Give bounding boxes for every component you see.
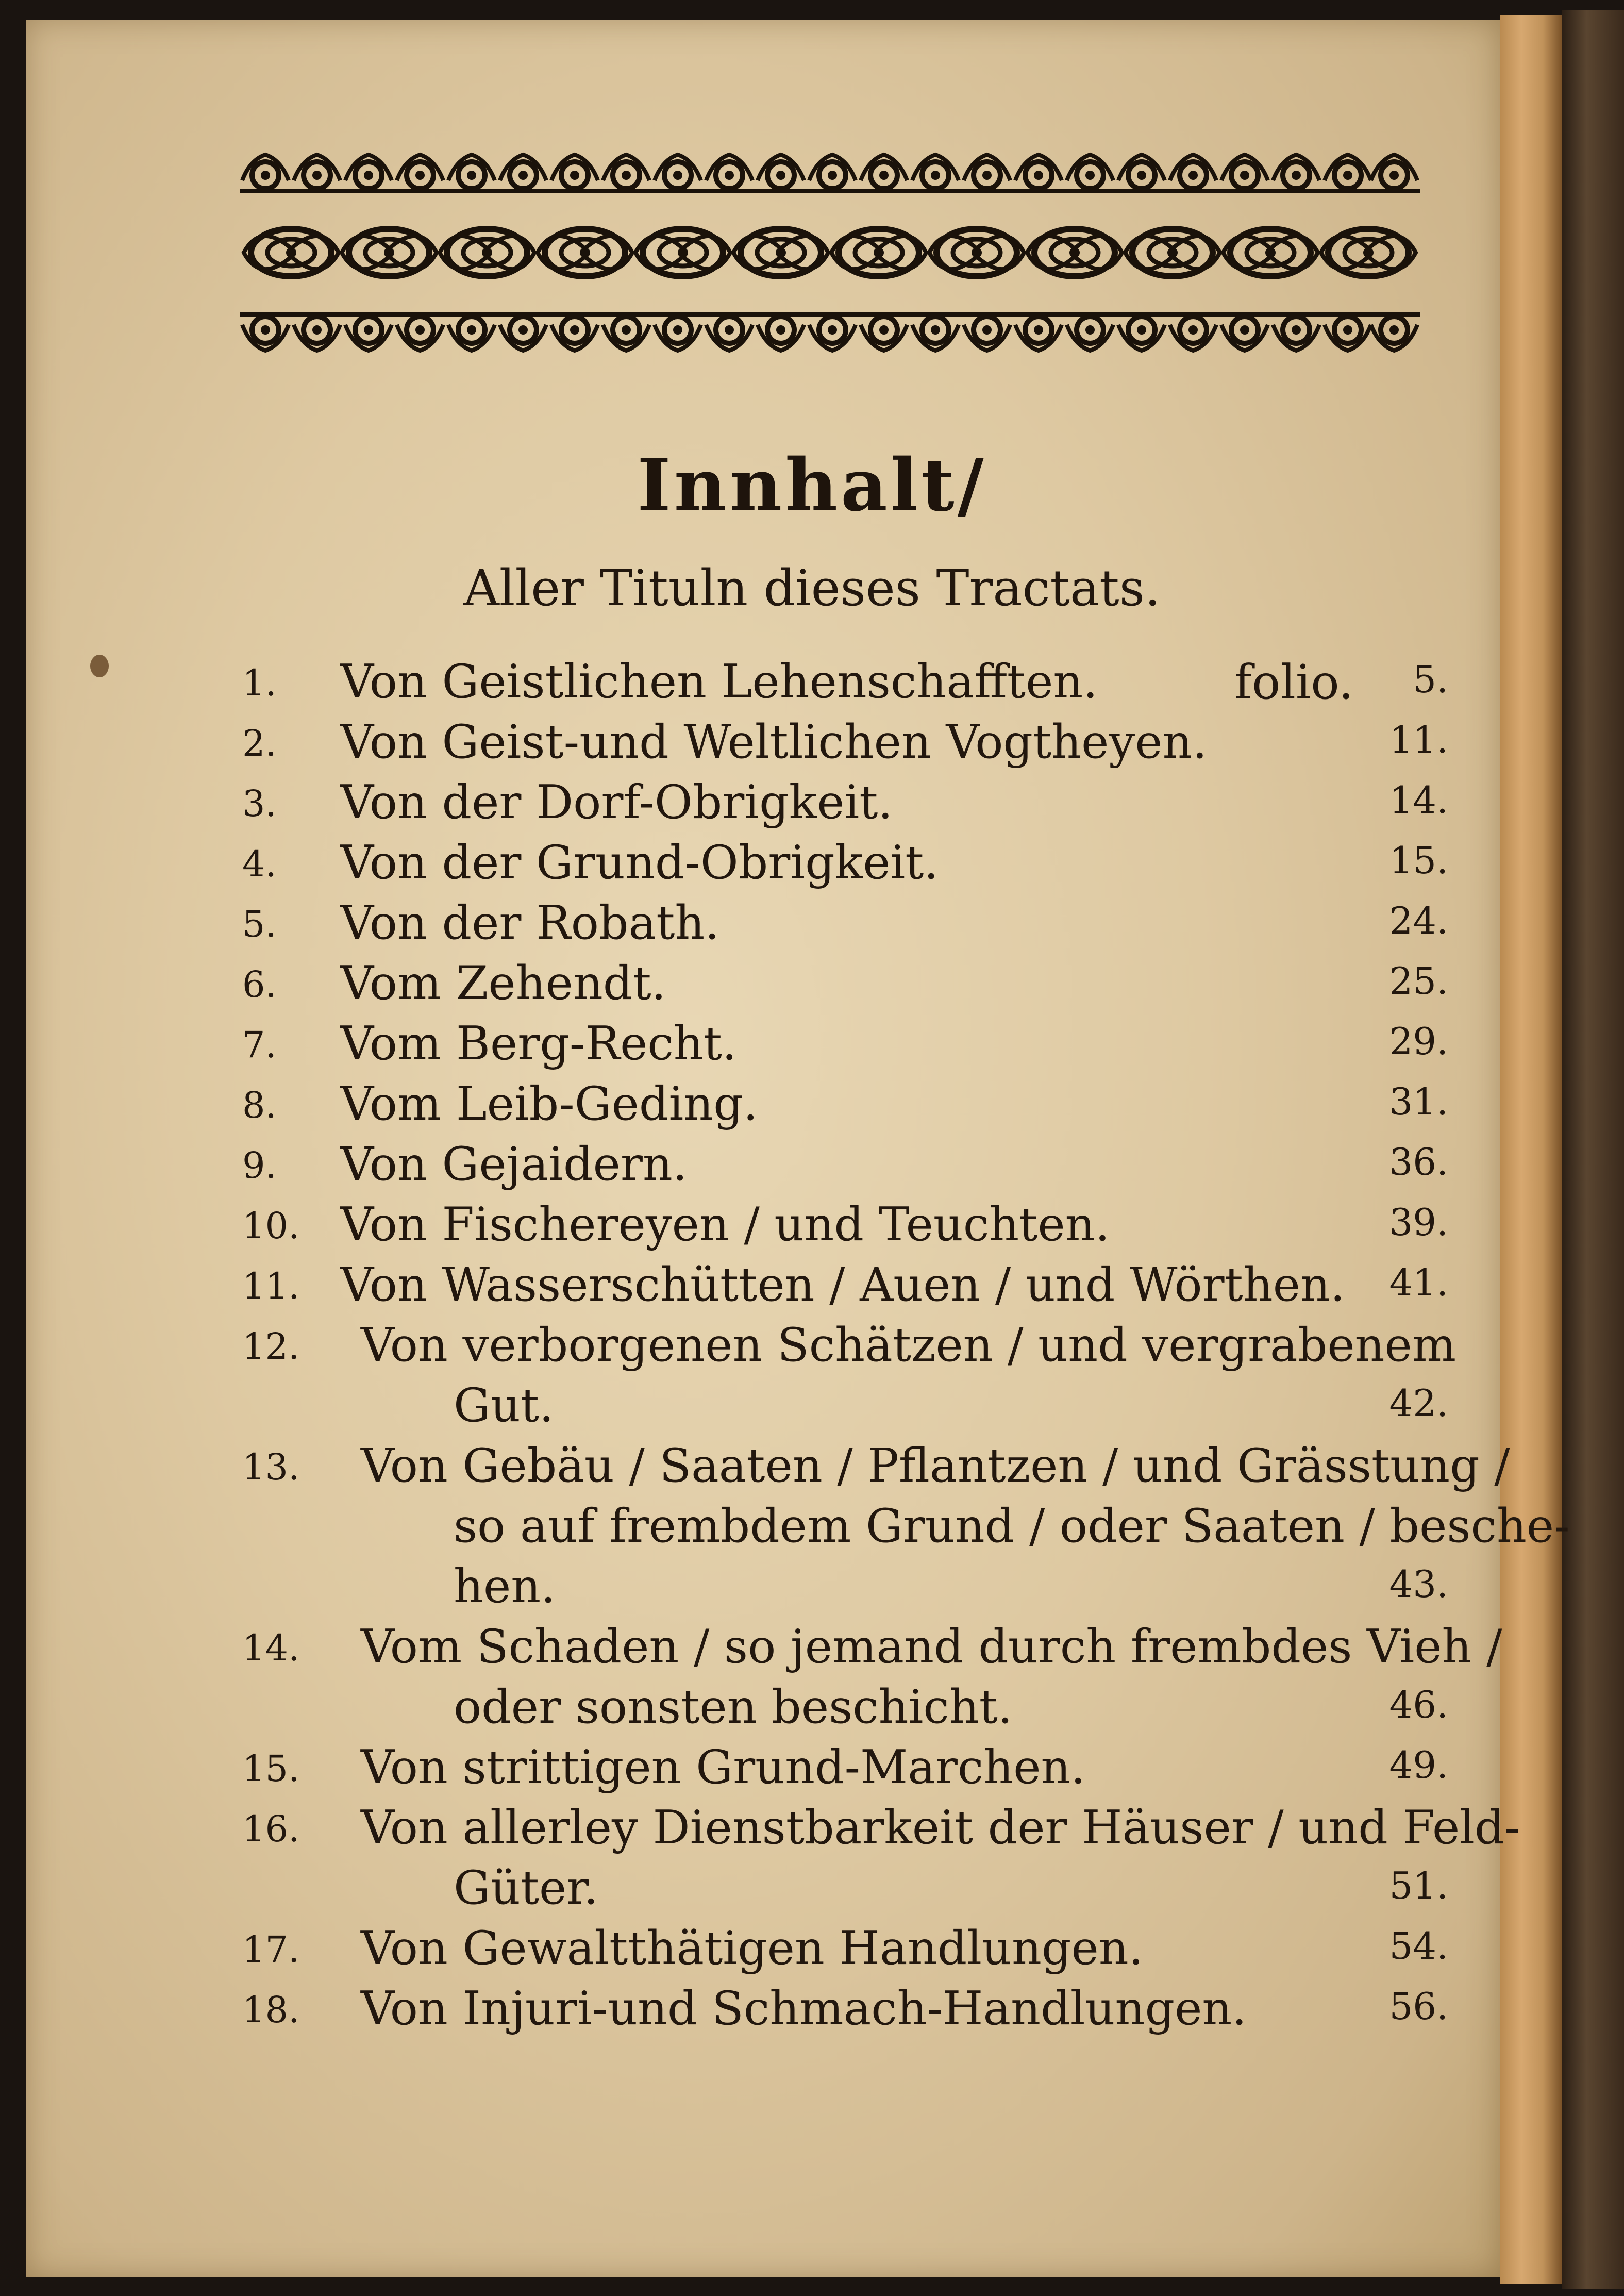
ornament-middle-row [244,229,1416,276]
toc-entry-title: Von verborgenen Schätzen / und vergrabenem [361,1318,1456,1372]
toc-entry-number: 18. [242,1989,300,2031]
toc-entry-continuation: Güter. [454,1861,599,1915]
page-subtitle: Aller Tituln dieses Tractats. [463,559,1161,617]
folio-label: folio. [1234,655,1354,710]
toc-entry-title: Vom Leib-Geding. [340,1077,758,1131]
toc-entry-page: 51. [1389,1864,1448,1907]
toc-entry-page: 39. [1389,1201,1448,1244]
toc-entry-page: 15. [1389,839,1448,882]
toc-entry-number: 13. [242,1446,300,1488]
toc-entry-number: 11. [242,1265,300,1307]
toc-entry-page: 54. [1389,1924,1448,1968]
toc-entry-page: 41. [1389,1261,1448,1304]
page-title: Innhalt/ [637,443,987,528]
toc-entry-page: 11. [1389,718,1448,761]
toc-entry-page: 36. [1389,1140,1448,1184]
toc-entry-number: 4. [242,843,277,885]
toc-entry-number: 9. [242,1144,277,1187]
toc-entry-number: 5. [242,903,277,945]
toc-entry-page: 42. [1389,1382,1448,1425]
toc-entry-page: 24. [1389,899,1448,942]
book-edge [1562,10,1624,2289]
toc-entry-title: Von Geist-und Weltlichen Vogtheyen. [340,715,1208,769]
toc-entry-number: 10. [242,1205,300,1247]
toc-entry-continuation: oder sonsten beschicht. [454,1680,1013,1734]
ornamental-border [240,139,1420,366]
ornament-bottom-row [240,314,1420,351]
toc-entry-number: 16. [242,1808,300,1850]
toc-entry-title: Von Gejaidern. [340,1137,688,1191]
toc-entry-page: 43. [1389,1562,1448,1606]
toc-entry-number: 3. [242,783,277,825]
toc-entry-title: Von Fischereyen / und Teuchten. [340,1197,1110,1252]
toc-entry-title: Von Gebäu / Saaten / Pflantzen / und Grässtung / [361,1439,1510,1493]
toc-entry-page: 49. [1389,1743,1448,1787]
toc-entry-number: 12. [242,1325,300,1368]
toc-entry-number: 6. [242,963,277,1006]
toc-entry-title: Von Geistlichen Lehenschafften. [340,655,1098,709]
toc-entry-number: 14. [242,1627,300,1669]
toc-entry-page: 25. [1389,959,1448,1003]
toc-entry-continuation: hen. [454,1559,556,1613]
toc-entry-page: 56. [1389,1985,1448,2028]
toc-entry-page: 31. [1389,1080,1448,1123]
toc-entry-title: Vom Zehendt. [340,956,666,1010]
book-spine [1500,15,1562,2284]
toc-entry-page: 46. [1389,1683,1448,1726]
toc-entry-title: Von Injuri-und Schmach-Handlungen. [361,1982,1247,2036]
toc-entry-title: Von strittigen Grund-Marchen. [361,1740,1086,1794]
toc-entry-title: Von allerley Dienstbarkeit der Häuser / und Feld- [361,1801,1520,1855]
toc-entry-page: 5. [1413,658,1448,701]
toc-entry-title: Von Wasserschütten / Auen / und Wörthen. [340,1258,1345,1312]
toc-entry-title: Von Gewaltthätigen Handlungen. [361,1921,1144,1975]
toc-entry-title: Von der Dorf-Obrigkeit. [340,775,893,829]
toc-entry-page: 14. [1389,778,1448,822]
toc-entry-number: 7. [242,1024,277,1066]
toc-entry-title: Vom Berg-Recht. [340,1017,737,1071]
toc-entry-number: 8. [242,1084,277,1126]
toc-entry-number: 15. [242,1748,300,1790]
toc-entry-number: 1. [242,662,277,704]
toc-entry-title: Von der Grund-Obrigkeit. [340,836,939,890]
toc-entry-continuation: so auf frembdem Grund / oder Saaten / besche- [454,1499,1570,1553]
toc-entry-title: Von der Robath. [340,896,719,950]
toc-entry-number: 17. [242,1928,300,1971]
toc-entry-number: 2. [242,722,277,764]
toc-entry-continuation: Gut. [454,1378,554,1433]
ink-stain [90,655,109,677]
toc-entry-page: 29. [1389,1020,1448,1063]
ornament-top-row [240,155,1420,191]
toc-entry-title: Vom Schaden / so jemand durch frembdes Vieh / [361,1620,1502,1674]
